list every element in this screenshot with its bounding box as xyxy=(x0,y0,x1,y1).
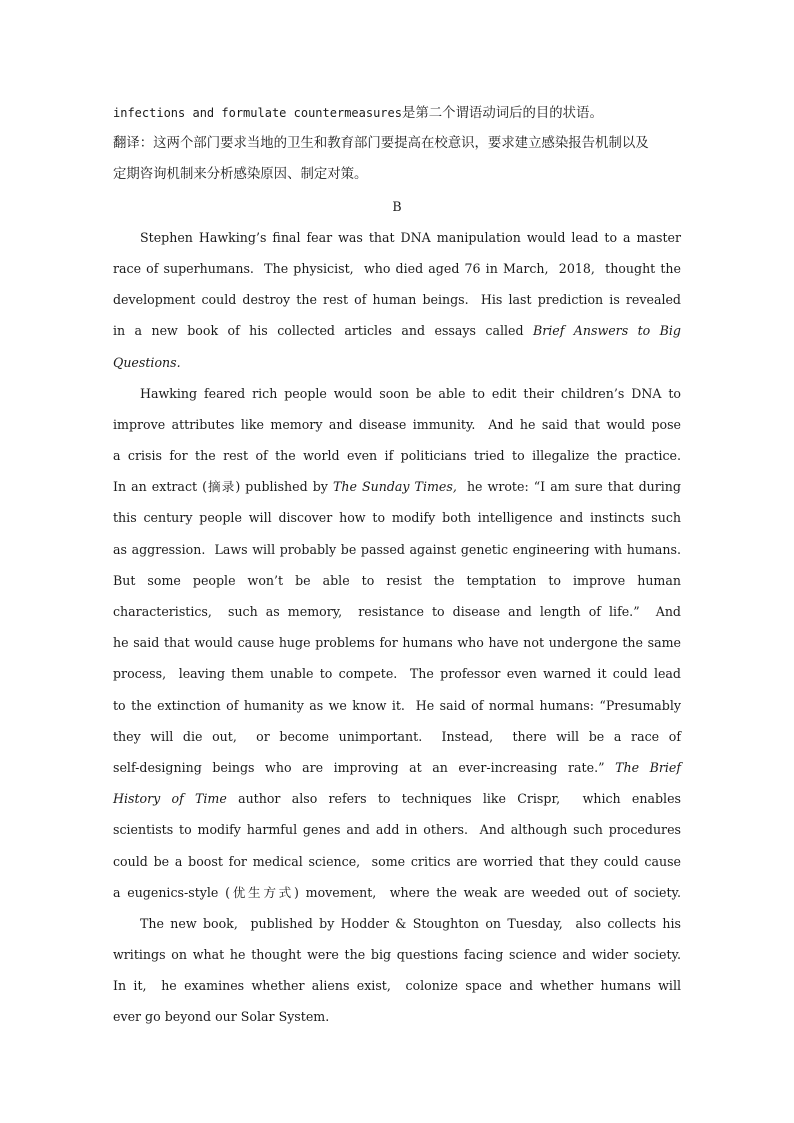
explanation-line-1 xyxy=(113,97,681,128)
newspaper-title: The Sunday Times, xyxy=(332,479,457,495)
p2-text: self-designing beings who are improving at an ever-increasing rate.” xyxy=(113,759,605,775)
p2-line: process, leaving them unable to compete. The professor even warned it could lead xyxy=(113,666,681,682)
p2-line: this century people will discover how to modify both intelligence and instincts such xyxy=(113,510,681,526)
p2-line: Hawking feared rich people would soon be able to edit their children’s DNA to xyxy=(140,385,681,401)
p2-line: could be a boost for medical science, some critics are worried that they could cause xyxy=(113,853,681,869)
english-phrase: infections and formulate countermeasures xyxy=(113,106,402,120)
p2-line: a eugenics-style (优生方式) movement, where the weak are weeded out of society. xyxy=(113,884,681,900)
chinese-explanation: 是第二个谓语动词后的目的状语。 xyxy=(401,106,603,121)
p2-line: scientists to modify harmful genes and add in others. And although such procedures xyxy=(113,822,681,838)
p2-line xyxy=(113,783,681,814)
p2-line: he said that would cause huge problems for humans who have not undergone the same xyxy=(113,635,681,651)
translation-line-1: 翻译：这两个部门要求当地的卫生和教育部门要提高在校意识，要求建立感染报告机制以及 xyxy=(113,136,649,152)
p1-line: Stephen Hawking’s final fear was that DNA manipulation would lead to a master xyxy=(140,229,681,245)
p2-line: they will die out, or become unimportant. Instead, there will be a race of xyxy=(113,728,681,744)
p3-line: writings on what he thought were the big questions facing science and wider society. xyxy=(113,947,681,963)
p2-line: characteristics, such as memory, resistance to disease and length of life.” And xyxy=(113,604,681,619)
p2-text: he wrote: “I am sure that during xyxy=(466,479,681,495)
book-title-end: History of Time xyxy=(113,791,227,807)
p1-text: in a new book of his collected articles and essays called xyxy=(113,323,524,339)
p2-text: author also refers to techniques like Crispr, which enables xyxy=(238,791,681,807)
p1-line xyxy=(113,315,681,346)
p2-line: improve attributes like memory and disease immunity. And he said that would pose xyxy=(113,416,681,432)
p3-line: In it, he examines whether aliens exist, colonize space and whether humans will xyxy=(113,978,681,994)
p2-line xyxy=(113,471,681,502)
p2-line: a crisis for the rest of the world even if politicians tried to illegalize the practice. xyxy=(113,448,681,464)
p2-line: as aggression. Laws will probably be passed against genetic engineering with humans. xyxy=(113,541,681,557)
section-heading: B xyxy=(392,198,402,214)
p3-line: The new book, published by Hodder & Stoughton on Tuesday, also collects his xyxy=(140,915,681,931)
p2-line: to the extinction of humanity as we know it. He said of normal humans: “Presumably xyxy=(113,697,681,713)
p2-text: In an extract (摘录) published by xyxy=(113,479,328,495)
p1-line: development could destroy the rest of human beings. His last prediction is revealed xyxy=(113,292,681,308)
p1-line: race of superhumans. The physicist, who died aged 76 in March, 2018, thought the xyxy=(113,260,681,276)
book-title-end: Questions. xyxy=(113,354,181,370)
p2-line: But some people won’t be able to resist the temptation to improve human xyxy=(113,572,681,588)
p1-line xyxy=(113,347,681,378)
translation-line-2: 定期咨询机制来分析感染原因、制定对策。 xyxy=(113,167,368,183)
p3-line: ever go beyond our Solar System. xyxy=(113,1009,330,1025)
book-title: The Brief xyxy=(615,759,681,775)
p2-line xyxy=(113,752,681,783)
document-page xyxy=(113,97,681,1033)
book-title: Brief Answers to Big xyxy=(532,323,681,339)
